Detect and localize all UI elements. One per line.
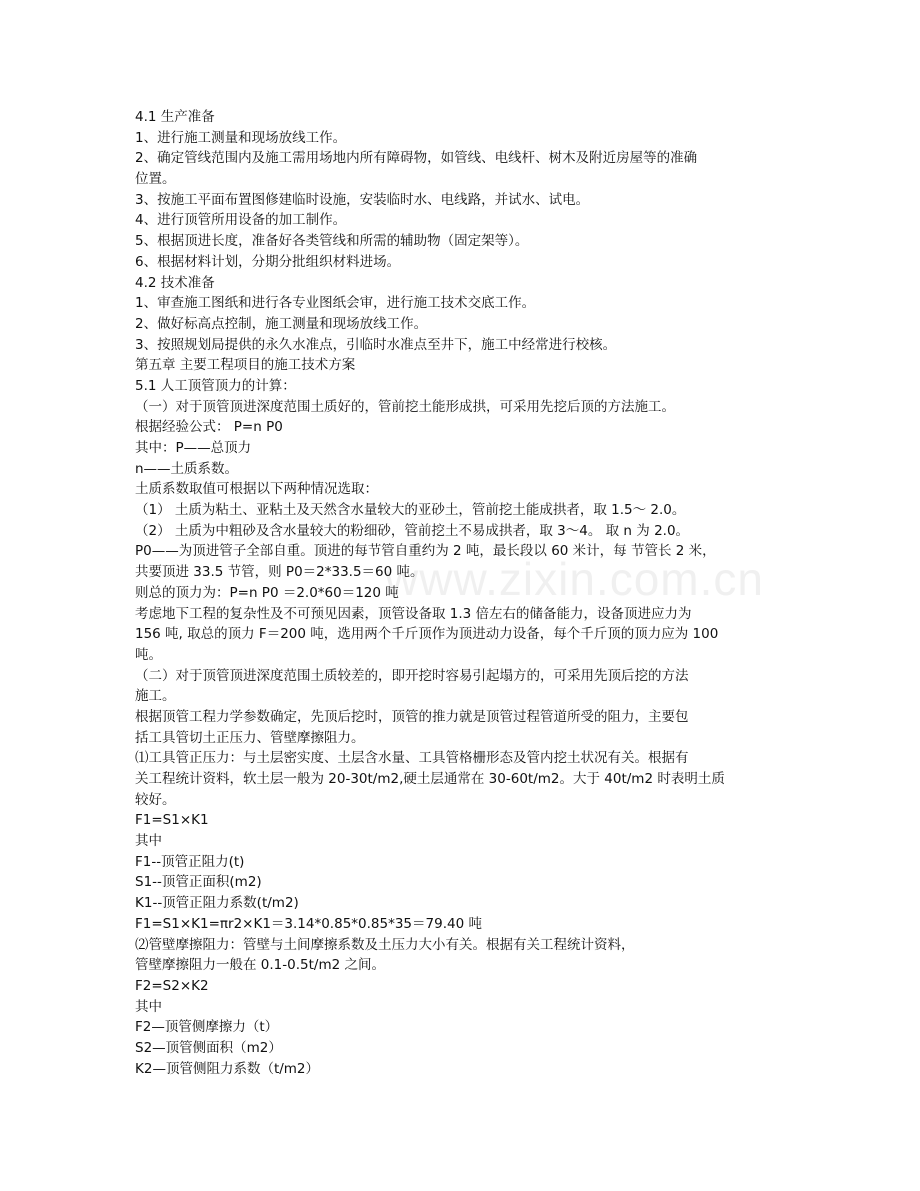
text-line: 括工具管切土正压力、管壁摩擦阻力。 (135, 729, 365, 746)
text-line: 其中 (135, 833, 162, 850)
text-line: 关工程统计资料，软土层一般为 20-30t/m2,硬土层通常在 30-60t/m2。大于 40t/m2 时表明土质 (135, 771, 725, 787)
text-line: K2—顶管侧阻力系数（t/m2） (135, 1060, 320, 1077)
text-line: （1） 土质为粘土、亚粘土及天然含水量较大的亚砂土，管前挖土能成拱者，取 1.5～ 2.0。 (135, 502, 686, 519)
text-line: 1、审查施工图纸和进行各专业图纸会审，进行施工技术交底工作。 (135, 295, 536, 312)
text-line: ⑵管壁摩擦阻力：管壁与土间摩擦系数及土压力大小有关。根据有关工程统计资料， (135, 936, 635, 953)
formula-line: 则总的顶力为：P=n P0 ＝2.0*60＝120 吨 (135, 584, 399, 601)
text-line: 位置。 (135, 171, 176, 188)
text-line: 2、做好标高点控制，施工测量和现场放线工作。 (135, 315, 428, 332)
text-line: 管壁摩擦阻力一般在 0.1-0.5t/m2 之间。 (135, 957, 385, 974)
text-line: F1--顶管正阻力(t) (135, 853, 245, 870)
document-body (135, 107, 785, 1079)
text-line: K1--顶管正阻力系数(t/m2) (135, 895, 299, 912)
chapter-heading: 第五章 主要工程项目的施工技术方案 (135, 357, 356, 374)
text-line: ⑴工具管正压力：与土层密实度、土层含水量、工具管格栅形态及管内挖土状况有关。根据有 (135, 750, 689, 767)
text-line: 考虑地下工程的复杂性及不可预见因素，顶管设备取 1.3 倍左右的储备能力，设备顶进应力为 (135, 605, 692, 622)
text-line: S2—顶管侧面积（m2） (135, 1039, 282, 1056)
text-line: 较好。 (135, 791, 176, 808)
text-line: 共要顶进 33.5 节管，则 P0＝2*33.5＝60 吨。 (135, 564, 424, 581)
text-line: （2） 土质为中粗砂及含水量较大的粉细砂，管前挖土不易成拱者，取 3～4。 取 n 为 2.0。 (135, 522, 690, 539)
text-line: 4、进行顶管所用设备的加工制作。 (135, 212, 347, 229)
formula-line: F1=S1×K1=πr2×K1＝3.14*0.85*0.85*35＝79.40 吨 (135, 915, 482, 932)
formula-line: F1=S1×K1 (135, 812, 209, 829)
text-line: 5、根据顶进长度，准备好各类管线和所需的辅助物（固定架等）。 (135, 233, 529, 250)
text-line: （二）对于顶管顶进深度范围土质较差的，即开挖时容易引起塌方的，可采用先顶后挖的方法 (135, 667, 689, 684)
text-line: 吨。 (135, 646, 162, 663)
text-line: 其中 (135, 998, 162, 1015)
text-line: n——土质系数。 (135, 460, 239, 477)
text-line: 其中：P——总顶力 (135, 440, 252, 456)
watermark: www.zixin.com.cn (385, 553, 764, 605)
text-line: 土质系数取值可根据以下两种情况选取： (135, 481, 378, 498)
formula-line: 根据经验公式： P=n P0 (135, 419, 283, 436)
formula-line: F2=S2×K2 (135, 977, 209, 994)
section-heading-4-1: 4.1 生产准备 (135, 109, 215, 125)
text-line: 1、进行施工测量和现场放线工作。 (135, 129, 347, 146)
section-heading-5-1: 5.1 人工顶管顶力的计算： (135, 377, 296, 394)
text-line: P0——为顶进管子全部自重。顶进的每节管自重约为 2 吨，最长段以 60 米计，每 节管长 2 米， (135, 543, 716, 560)
text-line: （一）对于顶管顶进深度范围土质好的，管前挖土能形成拱，可采用先挖后顶的方法施工。 (135, 398, 675, 415)
text-line: 156 吨, 取总的顶力 F＝200 吨，选用两个千斤顶作为顶进动力设备，每个千斤顶的顶力应为 100 (135, 626, 719, 643)
text-line: 6、根据材料计划，分期分批组织材料进场。 (135, 253, 401, 270)
text-line: 3、按照规划局提供的永久水准点，引临时水准点至井下，施工中经常进行校核。 (135, 336, 617, 353)
text-line: 3、按施工平面布置图修建临时设施，安装临时水、电线路，并试水、试电。 (135, 191, 590, 208)
text-line: 施工。 (135, 688, 176, 705)
text-line: S1--顶管正面积(m2) (135, 874, 262, 891)
text-line: F2—顶管侧摩擦力（t） (135, 1019, 279, 1036)
text-line: 2、确定管线范围内及施工需用场地内所有障碍物，如管线、电线杆、树木及附近房屋等的准确 (135, 150, 698, 167)
section-heading-4-2: 4.2 技术准备 (135, 274, 215, 291)
text-line: 根据顶管工程力学参数确定，先顶后挖时，顶管的推力就是顶管过程管道所受的阻力，主要包 (135, 708, 689, 725)
